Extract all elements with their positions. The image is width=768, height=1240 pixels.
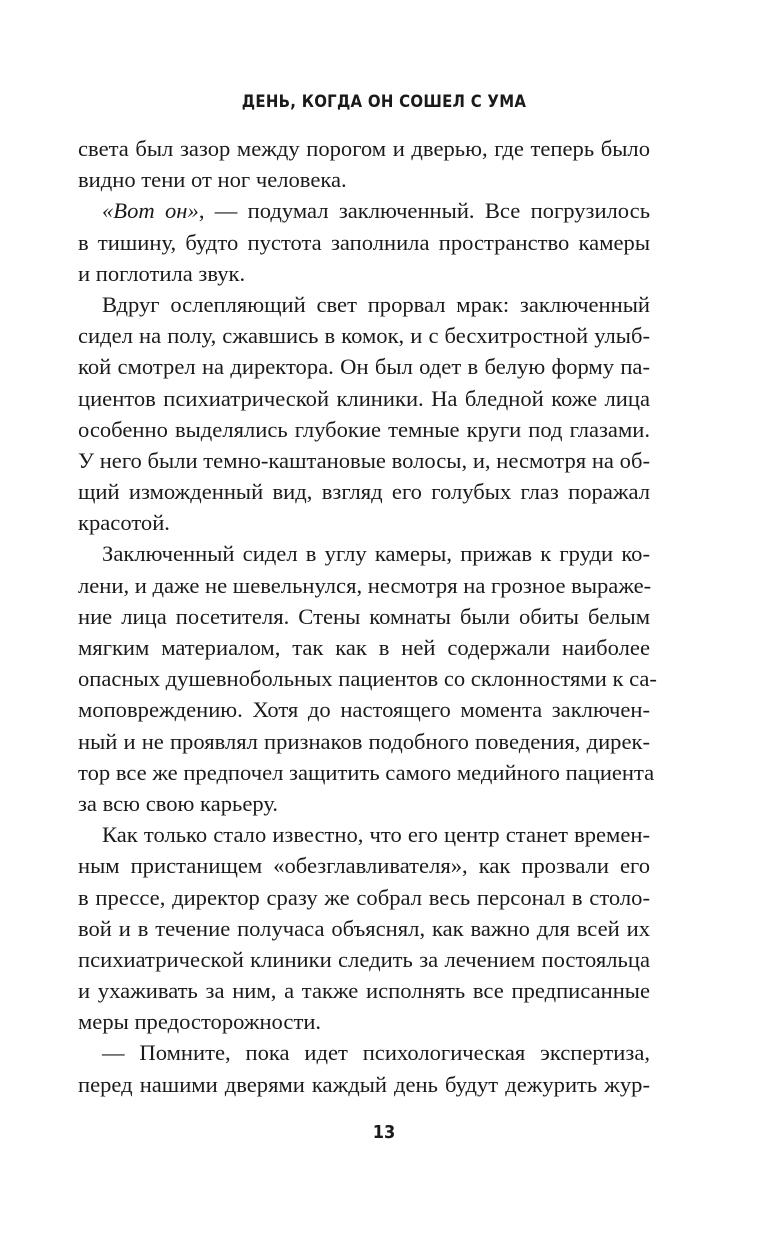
text-line: У него были темно-каштановые волосы, и, несмотря на об- bbox=[78, 447, 650, 473]
text-line: в прессе, директор сразу же собрал весь персонал в столо- bbox=[78, 884, 650, 910]
text-line: кой смотрел на директора. Он был одет в белую форму па- bbox=[78, 354, 650, 380]
text-line: Заключенный сидел в углу камеры, прижав к груди ко- bbox=[102, 541, 650, 567]
text-line: тор все же предпочел защитить самого медийного пациента bbox=[78, 759, 655, 785]
running-head: ДЕНЬ, КОГДА ОН СОШЕЛ С УМА bbox=[241, 92, 527, 112]
text-line: красотой. bbox=[78, 510, 170, 536]
paragraph bbox=[78, 195, 650, 289]
text-line: в тишину, будто пустота заполнила пространство камеры bbox=[78, 229, 650, 255]
text-line: опасных душевнобольных пациентов со склонностями к са- bbox=[78, 666, 657, 692]
text-line: сидел на полу, сжавшись в комок, и с бесхитростной улыб- bbox=[78, 323, 650, 349]
text-line bbox=[78, 195, 650, 226]
text-line: за всю свою карьеру. bbox=[78, 790, 279, 816]
text-line: меры предосторожности. bbox=[78, 1009, 322, 1035]
text-line: лени, и даже не шевельнулся, несмотря на грозное выраже- bbox=[78, 572, 652, 598]
text-line: мягким материалом, так как в ней содержали наиболее bbox=[78, 635, 650, 660]
text-line: Как только стало известно, что его центр станет времен- bbox=[102, 822, 650, 848]
paragraph bbox=[78, 289, 650, 539]
text-line: ным пристанищем «обезглавливателя», как прозвали его bbox=[78, 853, 650, 879]
text-line: и ухаживать за ним, а также исполнять все предписанные bbox=[78, 978, 650, 1004]
text-line: перед нашими дверями каждый день будут дежурить жур- bbox=[78, 1071, 650, 1097]
paragraph bbox=[78, 1037, 650, 1099]
text-line: щий изможденный вид, взгляд его голубых глаз поражал bbox=[78, 479, 650, 505]
text-line: психиатрической клиники следить за лечением постояльца bbox=[78, 946, 650, 972]
paragraph bbox=[78, 819, 650, 1037]
italic-quote: «Вот он» bbox=[102, 198, 199, 224]
body-text bbox=[78, 133, 657, 1100]
text-line: Вдруг ослепляющий свет прорвал мрак: заключенный bbox=[102, 291, 650, 317]
text-line: и поглотила звук. bbox=[78, 260, 246, 286]
text-line: ние лица посетителя. Стены комнаты были обиты белым bbox=[78, 603, 650, 629]
text-line: вой и в течение получаса объяснял, как важно для всей их bbox=[78, 915, 650, 941]
paragraph bbox=[78, 538, 657, 819]
text-line: ный и не проявлял признаков подобного поведения, дирек- bbox=[78, 728, 650, 754]
text-span: , — подумал заключенный. Все погрузилось bbox=[198, 198, 650, 224]
text-line: — Помните, пока идет психологическая экспертиза, bbox=[102, 1040, 650, 1066]
text-line: моповреждению. Хотя до настоящего момента заключен- bbox=[78, 697, 650, 723]
text-line: видно тени от ног человека. bbox=[78, 167, 347, 193]
text-line: циентов психиатрической клиники. На бледной коже лица bbox=[78, 385, 650, 411]
paragraph bbox=[78, 133, 650, 195]
text-line: особенно выделялись глубокие темные круги под глазами. bbox=[78, 416, 650, 442]
text-line: света был зазор между порогом и дверью, где теперь было bbox=[78, 136, 650, 161]
page-number: 13 bbox=[372, 1122, 396, 1143]
